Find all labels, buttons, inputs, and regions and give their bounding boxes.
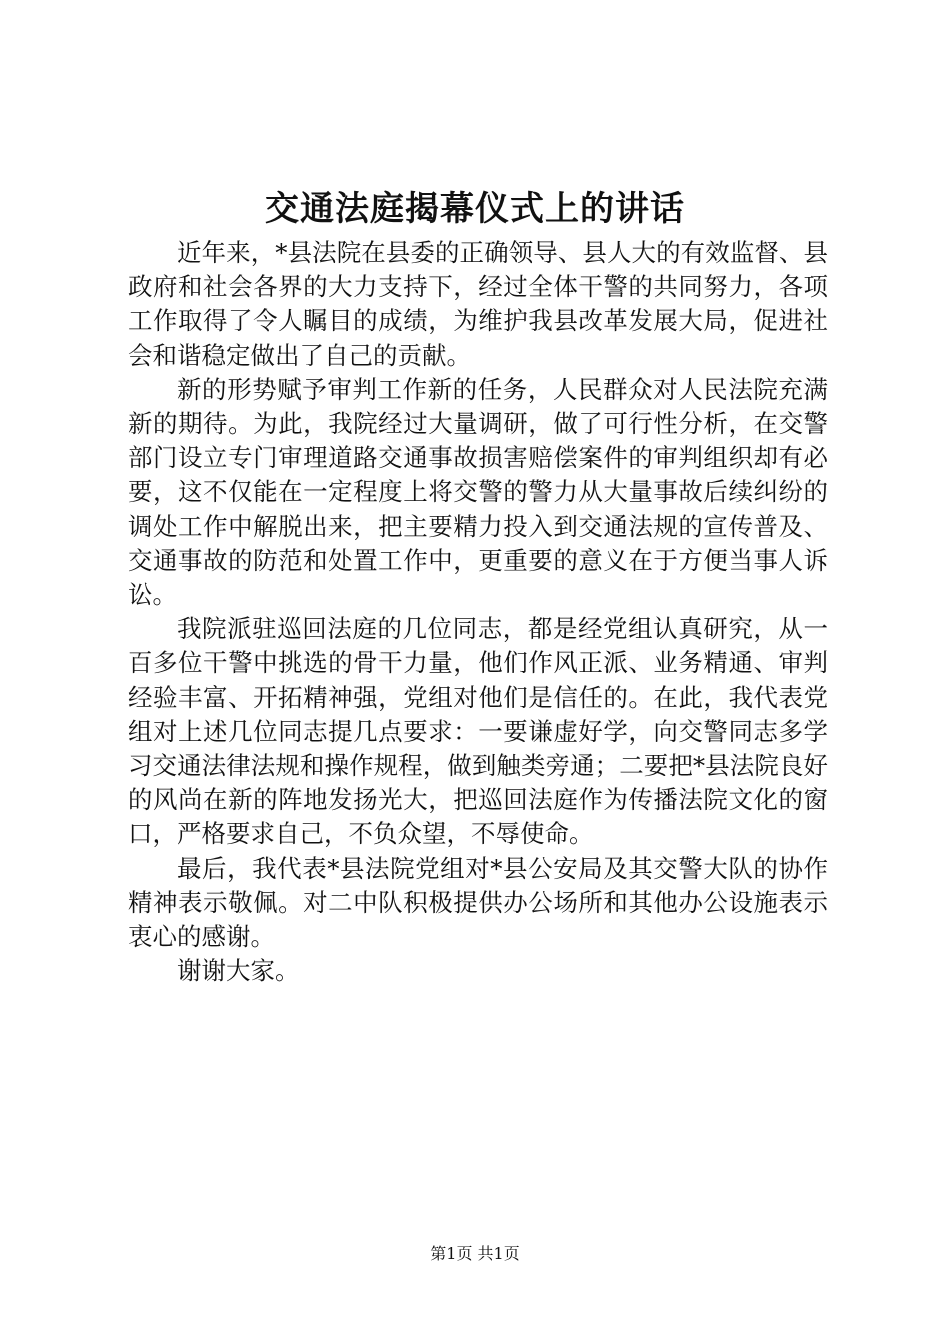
paragraph-1: 近年来，*县法院在县委的正确领导、县人大的有效监督、县政府和社会各界的大力支持下，经过全体干警的共同努力，各项工作取得了令人瞩目的成绩，为维护我县改革发展大局，促进社会和谐稳定做出了自己的贡献。: [128, 238, 828, 370]
paragraph-4: 最后，我代表*县法院党组对*县公安局及其交警大队的协作精神表示敬佩。对二中队积极提供办公场所和其他办公设施表示衷心的感谢。: [128, 853, 828, 952]
paragraph-3: 我院派驻巡回法庭的几位同志，都是经党组认真研究，从一百多位干警中挑选的骨干力量，他们作风正派、业务精通、审判经验丰富、开拓精神强，党组对他们是信任的。在此，我代表党组对上述几位同志提几点要求：一要谦虚好学，向交警同志多学习交通法律法规和操作规程，做到触类旁通；二要把*县法院良好的风尚在新的阵地发扬光大，把巡回法庭作为传播法院文化的窗口，严格要求自己，不负众望，不辱使命。: [128, 614, 828, 849]
paragraph-2: 新的形势赋予审判工作新的任务，人民群众对人民法院充满新的期待。为此，我院经过大量调研，做了可行性分析，在交警部门设立专门审理道路交通事故损害赔偿案件的审判组织却有必要，这不仅能在一定程度上将交警的警力从大量事故后续纠纷的调处工作中解脱出来，把主要精力投入到交通法规的宣传普及、交通事故的防范和处置工作中，更重要的意义在于方便当事人诉讼。: [128, 374, 828, 610]
document-body: [128, 236, 828, 988]
paragraph-5: 谢谢大家。: [177, 956, 300, 986]
page-footer: 第1页 共1页: [430, 1244, 520, 1263]
document-title: 交通法庭揭幕仪式上的讲话: [265, 189, 685, 229]
